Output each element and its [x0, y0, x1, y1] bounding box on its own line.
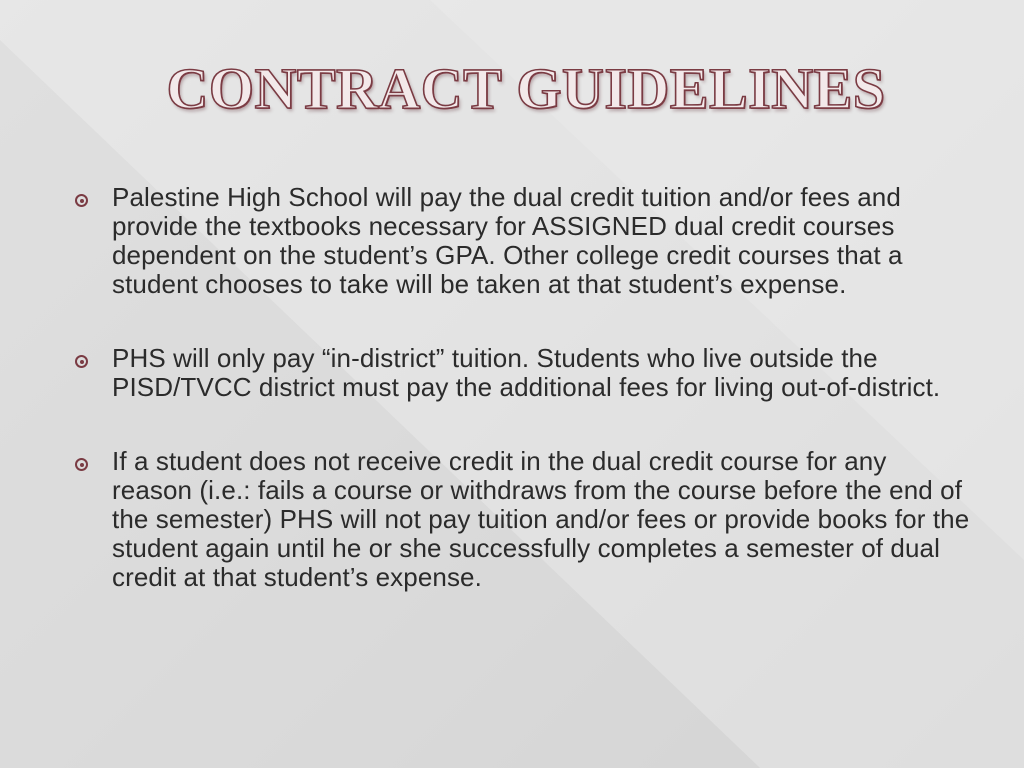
circled-dot-icon: [75, 458, 88, 471]
bullet-item: [70, 447, 970, 592]
bullet-item: [70, 183, 970, 299]
circled-dot-icon: [75, 355, 88, 368]
bullet-text: Palestine High School will pay the dual credit tuition and/or fees and provide the textbooks necessary for ASSIGNED dual credit courses dependent on the student’s GPA. Other college credit courses that a student chooses to take will be taken at that student’s expense.: [112, 182, 903, 299]
bullet-item: [70, 344, 970, 402]
bullet-text: If a student does not receive credit in the dual credit course for any reason (i.e.: fails a course or withdraws from the course before the end of the semester) PHS will not pay tuition and/or fees or provide books for the student again until he or she successfully completes a semester of dual credit at that student’s expense.: [112, 446, 970, 592]
bullet-text: PHS will only pay “in-district” tuition. Students who live outside the PISD/TVCC district must pay the additional fees for living out-of-district.: [112, 343, 941, 402]
slide-title: CONTRACT GUIDELINES: [166, 56, 886, 121]
circled-dot-icon: [75, 194, 88, 207]
bullet-list: [70, 183, 970, 637]
